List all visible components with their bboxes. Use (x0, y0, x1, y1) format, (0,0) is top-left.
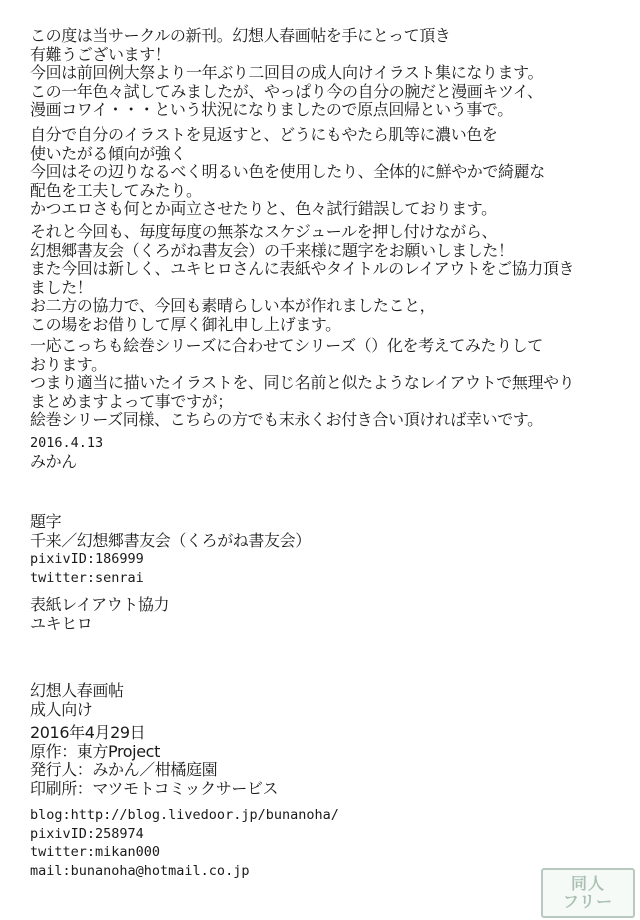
color-notes-paragraph (30, 126, 630, 219)
credit-twitter: twitter:senrai (30, 569, 144, 586)
contact-pixiv: pixivID:258974 (30, 825, 144, 842)
text-line: 有難うございます！ (30, 44, 171, 64)
credit-name: 千来／幻想郷書友会（くろがね書友会） (30, 530, 311, 550)
text-line: かつエロさも何とか両立させたりと、色々試行錯誤しております。 (30, 199, 497, 218)
text-line: 漫画コワイ・・・という状況になりましたので原点回帰という事で。 (30, 100, 513, 119)
credit-pixiv: pixivID:186999 (30, 551, 144, 567)
stamp-line: フリー (562, 892, 614, 911)
contact-mail: mail:bunanoha@hotmail.co.jp (30, 862, 250, 879)
text-line: つまり適当に描いたイラストを、同じ名前と似たようなレイアウトで無理やり (30, 373, 575, 392)
doujin-free-stamp (541, 868, 635, 918)
text-line: おります。 (30, 354, 107, 374)
text-line: 今回は前回例大祭より一年ぶり二回目の成人向けイラスト集になります。 (30, 63, 544, 82)
text-line: 今回はその辺りなるべく明るい色を使用したり、全体的に鮮やかで綺麗な (30, 162, 545, 181)
book-title (30, 682, 630, 719)
credit-heading: 表紙レイアウト協力 (30, 595, 170, 614)
series-paragraph (30, 337, 630, 430)
text-line: この度は当サークルの新刊。幻想人春画帖を手にとって頂き (30, 26, 451, 45)
text-line: 幻想郷書友会（くろがね書友会）の千来様に題字をお願いしました！ (30, 240, 514, 260)
text-line: それと今回も、毎度毎度の無茶なスケジュールを押し付けながら、 (30, 222, 498, 241)
text-line: まとめますよって事ですが； (30, 391, 233, 411)
text-line: 絵巻シリーズ同様、こちらの方でも末永くお付き合い頂ければ幸いです。 (30, 410, 543, 429)
text-line: ました！ (30, 277, 93, 297)
text-line: この場をお借りして厚く御礼申し上げます。 (30, 314, 341, 334)
signature-author: みかん (30, 451, 77, 471)
text-line: この一年色々試してみましたが、やっぱり今の自分の腕だと漫画キツイ、 (30, 81, 543, 101)
layout-credit (30, 596, 630, 633)
contact-blog: blog:http://blog.livedoor.jp/bunanoha/ (30, 807, 339, 823)
text-line: 配色を工夫してみたり。 (30, 180, 202, 200)
colophon-date: 2016年4月29日 (30, 723, 146, 742)
colophon-source: 原作：東方Project (30, 741, 160, 761)
stamp-line: 同人 (570, 874, 605, 893)
credit-heading: 題字 (30, 512, 62, 531)
text-line: お二方の協力で、今回も素晴らしい本が作れましたこと， (30, 296, 436, 315)
text-line: 一応こっちも絵巻シリーズに合わせてシリーズ（）化を考えてみたりして (30, 336, 543, 355)
colophon-printer: 印刷所：マツモトコミックサービス (30, 778, 279, 798)
title-credit (30, 513, 630, 587)
text-line: また今回は新しく、ユキヒロさんに表紙やタイトルのレイアウトをご協力頂き (30, 259, 575, 278)
book-name: 幻想人春画帖 (30, 681, 124, 700)
intro-paragraph (30, 27, 630, 120)
colophon (30, 724, 630, 798)
credit-name: ユキヒロ (30, 613, 93, 633)
signature (30, 434, 630, 471)
colophon-publisher: 発行人：みかん／柑橘庭園 (30, 760, 218, 779)
contact-info (30, 806, 630, 880)
signature-date: 2016.4.13 (30, 435, 104, 451)
book-rating: 成人向け (30, 699, 93, 719)
contact-twitter: twitter:mikan000 (30, 844, 161, 860)
text-line: 使いたがる傾向が強く (30, 143, 187, 163)
text-line: 自分で自分のイラストを見返すと、どうにもやたら肌等に濃い色を (30, 125, 498, 144)
thanks-paragraph (30, 223, 630, 334)
